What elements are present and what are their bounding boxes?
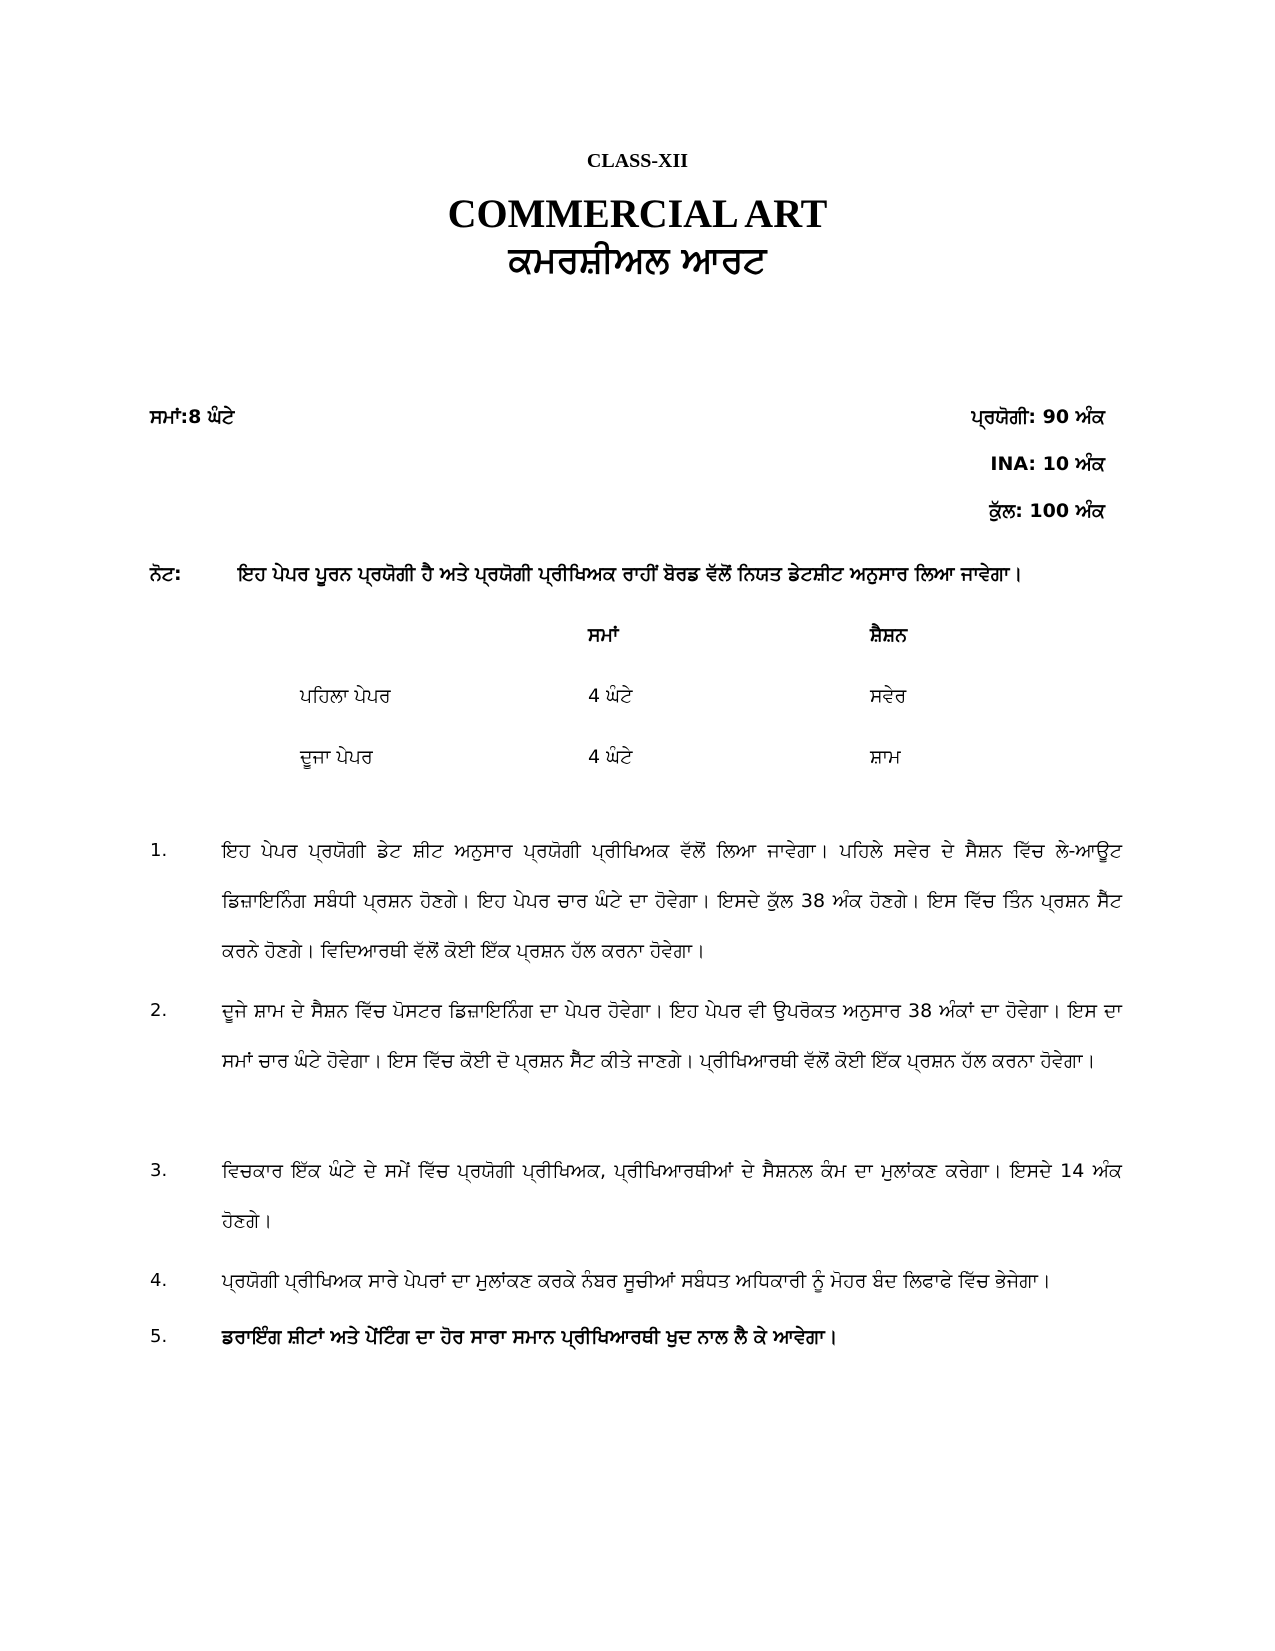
ina-marks: INA: 10 ਅੰਕ [990,453,1105,475]
instruction-number: 1. [150,840,168,861]
title-punjabi: ਕਮਰਸ਼ੀਅਲ ਆਰਟ [508,240,767,281]
schedule-row-1-paper: ਪਹਿਲਾ ਪੇਪਰ [300,685,391,707]
instruction-number: 5. [150,1326,168,1347]
instruction-text: ਇਹ ਪੇਪਰ ਪ੍ਰਯੋਗੀ ਡੇਟ ਸ਼ੀਟ ਅਨੁਸਾਰ ਪ੍ਰਯੋਗੀ ਪ੍ਰੀਖਿਅਕ ਵੱਲੋਂ ਲਿਆ ਜਾਵੇਗਾ। ਪਹਿਲੇ ਸਵੇਰ ਦੇ ਸੈਸ਼ਨ ਵਿੱਚ ਲੇ-ਆਊਟ ਡਿਜ਼ਾਇਨਿੰਗ ਸਬੰਧੀ ਪ੍ਰਸ਼ਨ ਹੋਣਗੇ। ਇਹ ਪੇਪਰ ਚਾਰ ਘੰਟੇ ਦਾ ਹੋਵੇਗਾ। ਇਸਦੇ ਕੁੱਲ 38 ਅੰਕ ਹੋਣਗੇ। ਇਸ ਵਿੱਚ ਤਿੰਨ ਪ੍ਰਸ਼ਨ ਸੈੱਟ ਕਰਨੇ ਹੋਣਗੇ। ਵਿਦਿਆਰਥੀ ਵੱਲੋਂ ਕੋਈ ਇੱਕ ਪ੍ਰਸ਼ਨ ਹੱਲ ਕਰਨਾ ਹੋਵੇਗਾ। [222,840,1122,962]
schedule-row-2-session: ਸ਼ਾਮ [870,746,901,768]
schedule-row-2-time: 4 ਘੰਟੇ [588,746,633,768]
schedule-row-2-paper: ਦੂਜਾ ਪੇਪਰ [300,746,373,768]
note-label: ਨੋਟ: [150,563,182,585]
schedule-row-1-session: ਸਵੇਰ [870,685,907,707]
note-text: ਇਹ ਪੇਪਰ ਪੂਰਨ ਪ੍ਰਯੋਗੀ ਹੈ ਅਤੇ ਪ੍ਰਯੋਗੀ ਪ੍ਰੀਖਿਅਕ ਰਾਹੀਂ ਬੋਰਡ ਵੱਲੋਂ ਨਿਯਤ ਡੇਟਸ਼ੀਟ ਅਨੁਸਾਰ ਲਿਆ ਜਾਵੇਗਾ। [238,563,1023,585]
instruction-number: 3. [150,1160,168,1181]
instruction-text: ਦੂਜੇ ਸ਼ਾਮ ਦੇ ਸੈਸ਼ਨ ਵਿੱਚ ਪੋਸਟਰ ਡਿਜ਼ਾਇਨਿੰਗ ਦਾ ਪੇਪਰ ਹੋਵੇਗਾ। ਇਹ ਪੇਪਰ ਵੀ ਉਪਰੋਕਤ ਅਨੁਸਾਰ 38 ਅੰਕਾਂ ਦਾ ਹੋਵੇਗਾ। ਇਸ ਦਾ ਸਮਾਂ ਚਾਰ ਘੰਟੇ ਹੋਵੇਗਾ। ਇਸ ਵਿੱਚ ਕੋਈ ਦੋ ਪ੍ਰਸ਼ਨ ਸੈੱਟ ਕੀਤੇ ਜਾਣਗੇ। ਪ੍ਰੀਖਿਆਰਥੀ ਵੱਲੋਂ ਕੋਈ ਇੱਕ ਪ੍ਰਸ਼ਨ ਹੱਲ ਕਰਨਾ ਹੋਵੇਗਾ। [222,1000,1122,1072]
class-label: CLASS-XII [586,150,689,172]
exam-time: ਸਮਾਂ:8 ਘੰਟੇ [150,406,235,428]
instruction-text: ਵਿਚਕਾਰ ਇੱਕ ਘੰਟੇ ਦੇ ਸਮੇਂ ਵਿੱਚ ਪ੍ਰਯੋਗੀ ਪ੍ਰੀਖਿਅਕ, ਪ੍ਰੀਖਿਆਰਥੀਆਂ ਦੇ ਸੈਸ਼ਨਲ ਕੰਮ ਦਾ ਮੁਲਾਂਕਣ ਕਰੇਗਾ। ਇਸਦੇ 14 ਅੰਕ ਹੋਣਗੇ। [222,1160,1122,1232]
title-english: COMMERCIAL ART [447,191,828,236]
practical-marks: ਪ੍ਰਯੋਗੀ: 90 ਅੰਕ [971,406,1105,428]
schedule-row-1-time: 4 ਘੰਟੇ [588,685,633,707]
instruction-text: ਪ੍ਰਯੋਗੀ ਪ੍ਰੀਖਿਅਕ ਸਾਰੇ ਪੇਪਰਾਂ ਦਾ ਮੁਲਾਂਕਣ ਕਰਕੇ ਨੰਬਰ ਸੂਚੀਆਂ ਸਬੰਧਤ ਅਧਿਕਾਰੀ ਨੂੰ ਮੋਹਰ ਬੰਦ ਲਿਫਾਫੇ ਵਿੱਚ ਭੇਜੇਗਾ। [222,1270,1051,1292]
schedule-header-session: ਸ਼ੈਸ਼ਨ [870,624,908,646]
instruction-number: 2. [150,1000,168,1021]
schedule-header-time: ਸਮਾਂ [588,624,619,646]
total-marks: ਕੁੱਲ: 100 ਅੰਕ [989,500,1105,522]
instruction-text: ਡਰਾਇੰਗ ਸ਼ੀਟਾਂ ਅਤੇ ਪੇਂਟਿੰਗ ਦਾ ਹੋਰ ਸਾਰਾ ਸਮਾਨ ਪ੍ਰੀਖਿਆਰਥੀ ਖੁਦ ਨਾਲ ਲੈ ਕੇ ਆਵੇਗਾ। [222,1326,838,1348]
instruction-number: 4. [150,1270,168,1291]
